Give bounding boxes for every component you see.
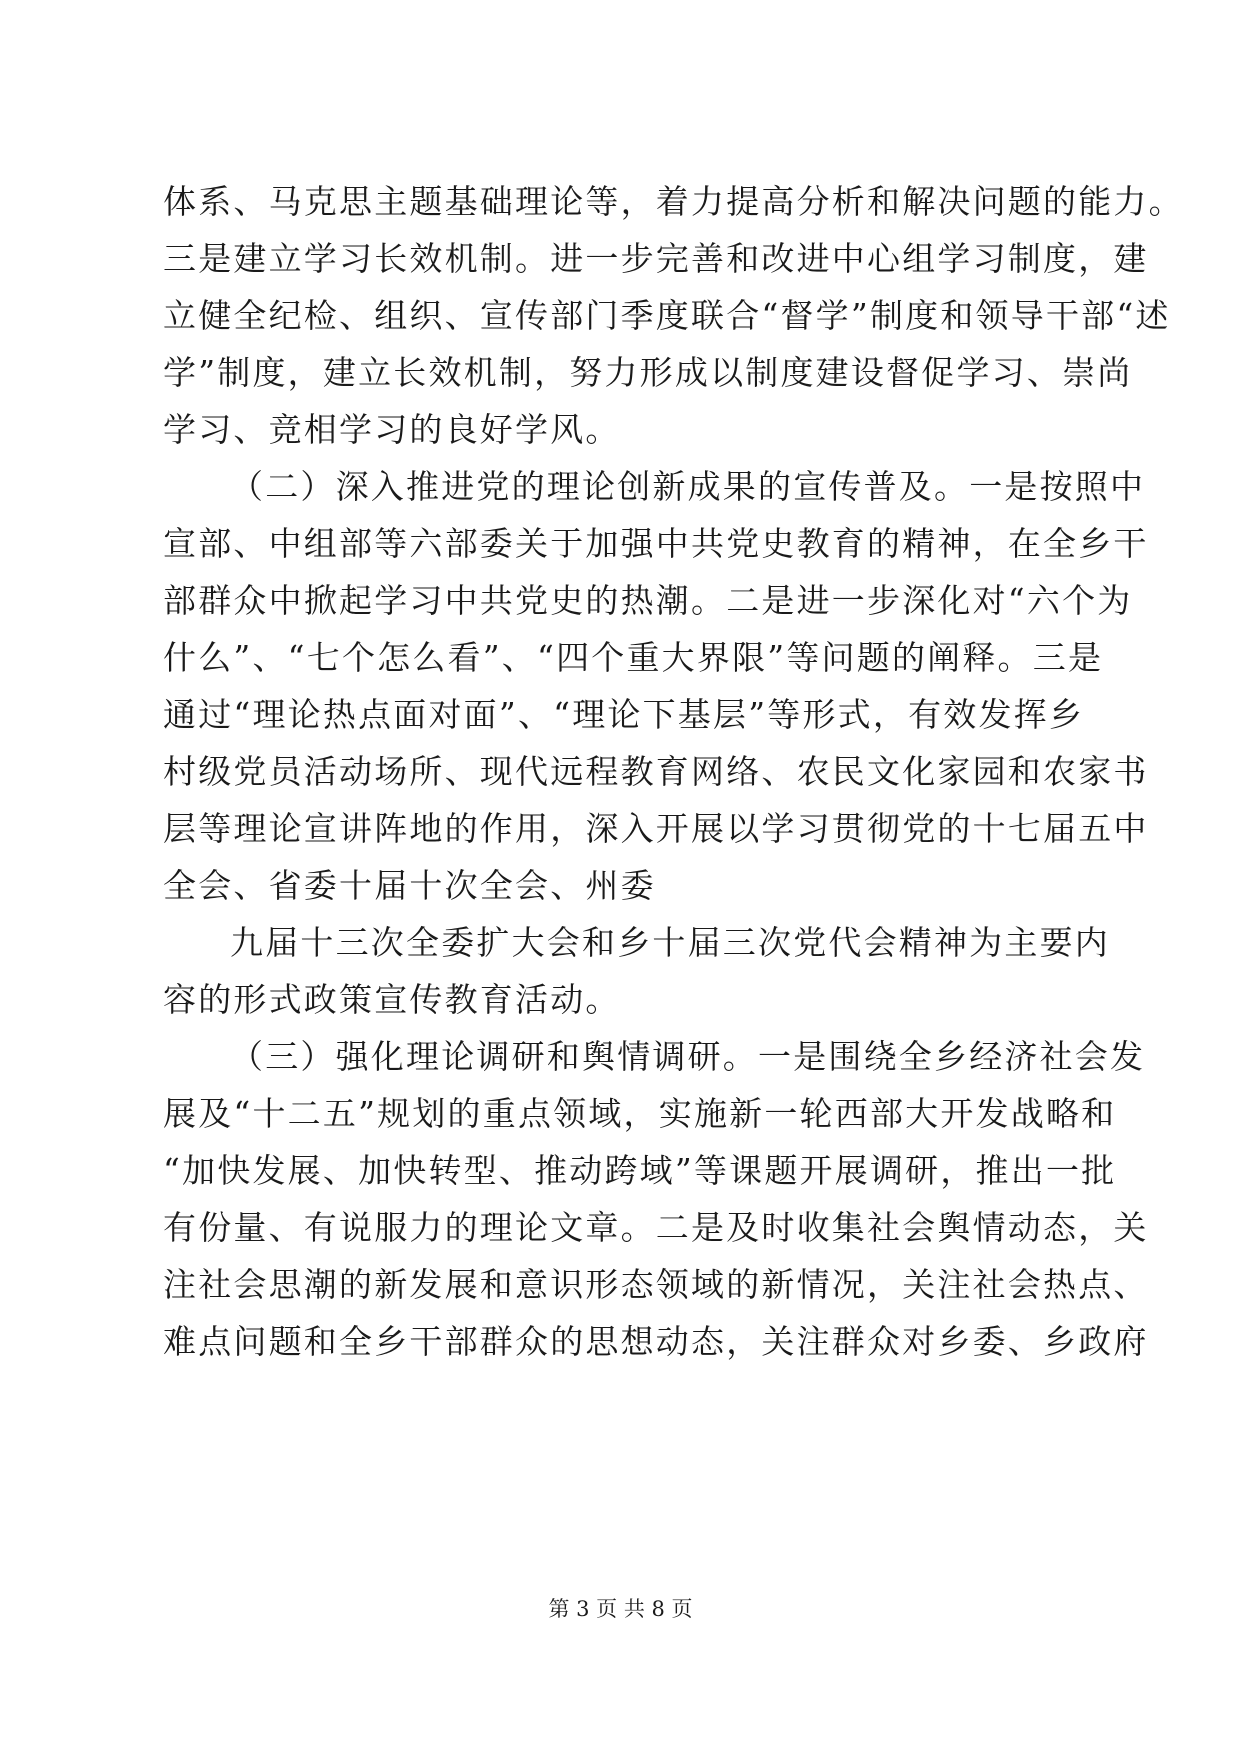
body-text-line: 宣部、中组部等六部委关于加强中共党史教育的精神，在全乡干 <box>163 524 1149 563</box>
body-text-line: 全会、省委十届十次全会、州委 <box>163 866 656 905</box>
body-text-line: 容的形式政策宣传教育活动。 <box>163 980 621 1019</box>
body-text-line: 学”制度，建立长效机制，努力形成以制度建设督促学习、崇尚 <box>163 353 1133 392</box>
body-text-line: 学习、竞相学习的良好学风。 <box>163 410 621 449</box>
body-text-line: 立健全纪检、组织、宣传部门季度联合“督学”制度和领导干部“述 <box>163 296 1171 335</box>
body-text-line: 什么”、“七个怎么看”、“四个重大界限”等问题的阐释。三是 <box>163 638 1104 677</box>
body-text-line: 难点问题和全乡干部群众的思想动态，关注群众对乡委、乡政府 <box>163 1322 1149 1361</box>
page-number-footer: 第 3 页 共 8 页 <box>548 1597 693 1621</box>
body-text-line: 村级党员活动场所、现代远程教育网络、农民文化家园和农家书 <box>163 752 1149 791</box>
section-heading-line: （二）深入推进党的理论创新成果的宣传普及。一是按照中 <box>230 467 1146 506</box>
body-text-line: 九届十三次全委扩大会和乡十届三次党代会精神为主要内 <box>230 923 1110 962</box>
section-heading-line: （三）强化理论调研和舆情调研。一是围绕全乡经济社会发 <box>230 1037 1146 1076</box>
body-text-line: 展及“十二五”规划的重点领域，实施新一轮西部大开发战略和 <box>163 1094 1117 1133</box>
body-text-line: “加快发展、加快转型、推动跨域”等课题开展调研，推出一批 <box>163 1151 1117 1190</box>
body-text-line: 层等理论宣讲阵地的作用，深入开展以学习贯彻党的十七届五中 <box>163 809 1149 848</box>
body-text-line: 注社会思潮的新发展和意识形态领域的新情况，关注社会热点、 <box>163 1265 1149 1304</box>
body-text-line: 通过“理论热点面对面”、“理论下基层”等形式，有效发挥乡 <box>163 695 1085 734</box>
body-text-line: 有份量、有说服力的理论文章。二是及时收集社会舆情动态，关 <box>163 1208 1149 1247</box>
body-text-line: 三是建立学习长效机制。进一步完善和改进中心组学习制度，建 <box>163 239 1149 278</box>
body-text-line: 体系、马克思主题基础理论等，着力提高分析和解决问题的能力。 <box>163 182 1184 221</box>
body-text-line: 部群众中掀起学习中共党史的热潮。二是进一步深化对“六个为 <box>163 581 1133 620</box>
